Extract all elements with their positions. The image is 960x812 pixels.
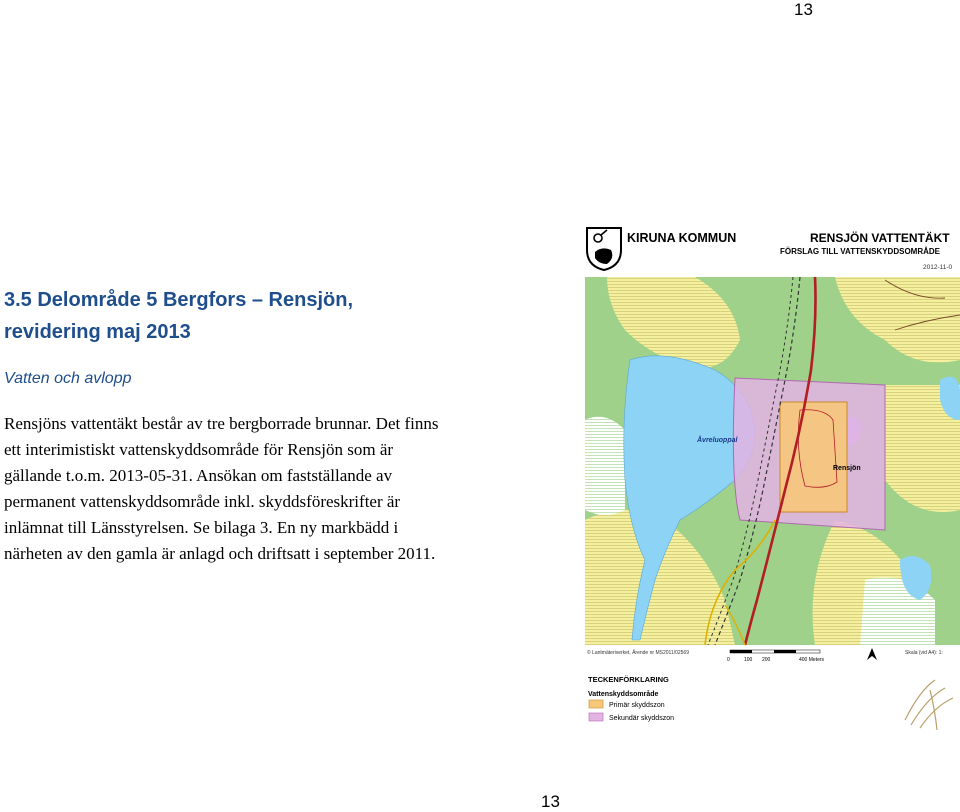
map-canvas	[585, 277, 960, 645]
svg-text:100: 100	[744, 657, 753, 663]
decorative-logo-icon	[905, 680, 953, 730]
page-number-bottom: 13	[541, 792, 560, 811]
body-line: gällande t.o.m. 2013-05-31. Ansökan om fastställande av	[4, 466, 393, 485]
body-line: ett interimistiskt vattenskyddsområde för Rensjön som är	[4, 440, 394, 459]
coat-of-arms-icon	[587, 228, 621, 270]
map-credit: © Lantmäteriverket, Ärende nr MS2011/02569	[587, 650, 689, 656]
legend-swatch-secondary	[589, 713, 603, 721]
primary-zone	[780, 402, 847, 512]
scale-text: Skala (vid A4): 1:	[905, 650, 943, 656]
subheading: Vatten och avlopp	[4, 370, 132, 387]
legend-label-primary: Primär skyddszon	[609, 702, 665, 709]
heading-line-2: revidering maj 2013	[4, 321, 191, 343]
section-heading	[4, 284, 484, 348]
page-number-top: 13	[794, 0, 813, 19]
scale-bar	[727, 650, 825, 663]
body-line: närheten av den gamla är anlagd och driftsatt i september 2011.	[4, 544, 436, 563]
legend-subtitle: Vattenskyddsområde	[588, 691, 659, 698]
svg-text:200: 200	[762, 657, 771, 663]
map-subtitle: FÖRSLAG TILL VATTENSKYDDSOMRÅDE	[780, 247, 940, 256]
legend-title: TECKENFÖRKLARING	[588, 675, 669, 684]
protection-area-map	[585, 220, 960, 745]
body-line: inlämnat till Länsstyrelsen. Se bilaga 3. En ny markbädd i	[4, 518, 399, 537]
body-paragraph	[4, 411, 574, 567]
legend-swatch-primary	[589, 700, 603, 708]
north-arrow-icon	[867, 648, 877, 660]
svg-text:400 Meters: 400 Meters	[799, 657, 825, 663]
body-line: permanent vattenskyddsområde inkl. skyddsföreskrifter är	[4, 492, 401, 511]
legend-label-secondary: Sekundär skyddszon	[609, 715, 674, 722]
heading-line-1: 3.5 Delområde 5 Bergfors – Rensjön,	[4, 289, 354, 311]
map-date: 2012-11-0	[923, 264, 953, 271]
org-name: KIRUNA KOMMUN	[627, 231, 737, 245]
svg-text:0: 0	[727, 657, 730, 663]
lake-label: Åvreluoppal	[697, 437, 738, 444]
place-label: Rensjön	[833, 465, 861, 472]
map-legend	[588, 675, 674, 722]
map-title: RENSJÖN VATTENTÄKT	[810, 231, 950, 245]
body-line: Rensjöns vattentäkt består av tre bergborrade brunnar. Det finns	[4, 414, 439, 433]
